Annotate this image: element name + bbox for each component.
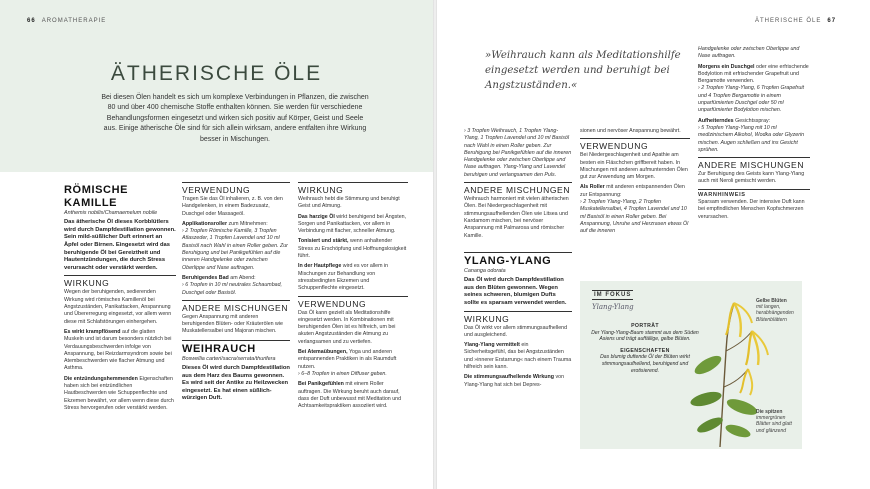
right-folio	[755, 18, 836, 24]
ylang-heading: YLANG-YLANG	[464, 252, 572, 268]
weihrauch-panik-label: Bei Panikgefühlen	[298, 381, 344, 388]
page-title: ÄTHERISCHE ÖLE	[110, 62, 323, 85]
section-label-right: ÄTHERISCHE ÖLE	[755, 18, 822, 24]
weihrauch-atem-recipe-text: 6–8 Tropfen in einen Diffuser geben.	[301, 370, 387, 377]
ylang-roller-paragraph	[580, 184, 690, 199]
weihrauch-panik-text: mit einem Roller auftragen. Die Wirkung beruht auch darauf, dass der Duft unbewusst mit Meditation und Achtsamkeitspraktiken assoziiert wird.	[298, 381, 402, 410]
kamille-bad-text: am Abend:	[230, 274, 256, 281]
kamille-verwendung-intro: Tragen Sie das Öl inhalieren, z. B. von den Handgelenken, in einem Badezusatz, Duschgel oder Massageöl.	[182, 196, 283, 217]
kamille-mischungen-heading: ANDERE MISCHUNGEN	[182, 300, 290, 314]
ylang-aufhell-paragraph	[464, 374, 572, 389]
ylang-mischungen-text: Zur Beruhigung des Geists kann Ylang-Ylang auch mit Neroli gemischt werden.	[698, 171, 805, 185]
ylang-extra-column	[698, 46, 810, 224]
callout-flowers-label: Gelbe Blüten	[756, 298, 787, 304]
weihrauch-tonisiert-paragraph	[298, 238, 408, 260]
properties-label: EIGENSCHAFTEN	[620, 347, 670, 354]
kamille-appl-recipe: › 2 Tropfen Römische Kamille, 3 Tropfen Atlaszeder, 1 Tropfen Lavendel und 10 ml Basisöl nach Wahl in einen Roller geben. Zur Beruhigung und bei Panikgefühlen auf die inneren Handgelenke oder zwischen Oberlippe und Nase auftragen.	[182, 228, 288, 271]
kamille-bad-recipe-text: 6 Tropfen in 10 ml neutrales Schaumbad, Duschgel oder Basisöl.	[182, 282, 283, 296]
left-page	[0, 0, 433, 489]
focus-body	[590, 323, 700, 379]
ylang-use-column	[580, 128, 690, 239]
weihrauch-haut-text: wird es vor allem in Mischungen zur Behandlung von stressbedingten Ekzemen und Schuppenflechte eingesetzt.	[298, 263, 389, 292]
kamille-bad-paragraph	[182, 275, 290, 282]
weihrauch-wirkung-intro: Weihrauch hebt die Stimmung und beruhigt Geist und Atmung.	[298, 196, 400, 210]
weihrauch-heading: WEIHRAUCH	[182, 340, 290, 356]
kamille-appl-paragraph	[182, 221, 290, 228]
kamille-appl-label: Applikationsroller	[182, 220, 228, 227]
weihrauch-rez-tail: sionen und nervöser Anspannung bewährt.	[580, 128, 681, 134]
weihrauch-mischungen-heading: ANDERE MISCHUNGEN	[464, 182, 572, 196]
focus-badge: IM FOKUS	[594, 292, 632, 298]
kamille-verwendung-heading: VERWENDUNG	[182, 182, 290, 196]
callout-leaves-text: immergrünen Blätter sind glatt und glänzend	[756, 415, 792, 434]
ylang-roller-text: mit anderen entspannenden Ölen zur Entspannung:	[580, 184, 685, 198]
ylang-lead: Das Öl wird durch Dampfdestillation aus den Blüten gewonnen. Wegen seines schweren, blumigen Dufts sollte es sparsam verwendet werden.	[464, 277, 567, 306]
ylang-verwendung-heading: VERWENDUNG	[580, 138, 690, 152]
weihrauch-wirkung-heading: WIRKUNG	[298, 182, 408, 196]
weihrauch-verwendung-intro: Das Öl kann gezielt als Meditationshilfe eingesetzt werden. In Kombinationen mit beruhigenden Ölen ist es hilfreich, um bei akuten Angstzuständen die Atmung zu verlangsamen und zu vertiefen.	[298, 309, 396, 345]
ylang-duft-recipe: › 5 Tropfen Ylang-Ylang mit 10 ml medizinischem Alkohol, Wodka oder Glyzerin mischen. Augen schließen und ins Gesicht sprühen.	[698, 124, 805, 153]
weihrauch-harzige-text: wirkt beruhigend bei Ängsten, Sorgen und Panikattacken, vor allem in Verbindung mit flacher, schneller Atmung.	[298, 213, 407, 235]
weihrauch-atem-recipe: › 6–8 Tropfen in einen Diffuser geben.	[298, 370, 387, 377]
ylang-aufhell-text: von Ylang-Ylang hat sich bei Depres-	[464, 374, 565, 388]
ylang-roller-recipe-text: 2 Tropfen Ylang-Ylang, 2 Tropfen Muskatellersalbei, 4 Tropfen Lavendel und 10 ml Basisöl in einen Roller geben. Bei Anspannung, Unruhe und Herzrasen etwas Öl auf die inneren	[580, 199, 689, 235]
kamille-entz-label: Die entzündungshemmenden	[64, 375, 138, 382]
weihrauch-rez: › 3 Tropfen Weihrauch, 1 Tropfen Ylang-Ylang, 1 Tropfen Lavendel und 10 ml Basisöl nach Wahl in einen Roller geben. Zur Beruhigung bei Panikgefühlen auf die inneren Handgelenke oder zwischen Oberlippe und Nase auftragen. Ylang-Ylang und Lavendel beruhigen und verlangsamen den Puls.	[464, 128, 572, 178]
callout-leaves	[756, 409, 800, 434]
warning-heading: WARNHINWEIS	[698, 189, 810, 199]
weihrauch-mischungen-text: Weihrauch harmoniert mit vielen ätherischen Ölen. Bei Niedergeschlagenheit mit stimmungsaufhellenden Ölen wie Litsea und Kardamom mischen, bei nervöser Anspannung mit Palmarosa und römischer Kamille.	[464, 196, 569, 239]
weihrauch-column	[298, 182, 408, 413]
page-number: 66	[27, 18, 36, 24]
kamille-entz-text: Eigenschaften haben sich bei entzündlichen Hautbeschwerden wie Schuppenflechte und Ekzemen bewährt, vor allem wenn diese durch Stress hervorgerufen oder verstärkt werden.	[64, 375, 174, 411]
ylang-wirkung-text: Das Öl wirkt vor allem stimmungsaufhellend und ausgleichend.	[464, 324, 568, 338]
section-label: AROMATHERAPIE	[41, 18, 107, 24]
weihrauch-recipe-column	[464, 128, 572, 392]
ylang-duft-paragraph	[698, 118, 810, 125]
ylang-morgens-text: oder eine erfrischende Bodylotion mit erfrischender Grapefruit und Bergamotte verwenden.	[698, 63, 809, 85]
kamille-appl-text: zum Mitnehmen:	[228, 220, 268, 227]
ylang-mischungen-heading: ANDERE MISCHUNGEN	[698, 157, 810, 171]
kamille-heading: RÖMISCHE KAMILLE	[64, 184, 129, 209]
ylang-roller-label: Als Roller	[580, 184, 605, 191]
kamille-lead: Das ätherische Öl dieses Korbblütlers wird durch Dampfdestillation gewonnen. Sein mild-süßlicher Duft erinnert an Äpfel oder Birnen. Eingesetzt wird das beruhigende Öl bei Gereiztheit und Hautentzündungen, die durch Stress verursacht oder verstärkt werden.	[64, 219, 176, 271]
portrait-text: Der Ylang-Ylang-Baum stammt aus dem Süden Asiens und trägt auffällige, gelbe Blüten.	[591, 329, 699, 343]
ylang-stimmung-paragraph	[464, 342, 572, 371]
ylang-duft-recipe-text: 5 Tropfen Ylang-Ylang mit 10 ml medizinischem Alkohol, Wodka oder Glyzerin mischen. Augen schließen und ins Gesicht sprühen.	[698, 124, 805, 153]
ylang-aufhell-label: Die stimmungsaufhellende Wirkung	[464, 374, 555, 381]
kamille-krampf-label: Es wirkt krampflösend	[64, 328, 121, 335]
kamille-wirkung-heading: WIRKUNG	[64, 275, 176, 289]
kamille-column	[64, 182, 176, 415]
weihrauch-atem-paragraph	[298, 349, 408, 371]
ylang-morgens-recipe-text: 2 Tropfen Ylang-Ylang, 6 Tropfen Grapefruit und 4 Tropfen Bergamotte in einem unparfümierten Duschgel oder 50 ml unparfümierter Bodylotion mischen.	[698, 85, 805, 114]
kamille-entz-paragraph	[64, 376, 176, 412]
kamille-wirkung-text: Wegen der beruhigenden, sedierenden Wirkung wird römisches Kamillenöl bei Angstzuständen, Panikattacken, Anspannung und Übererregung eingesetzt, vor allem wenn diese mit Schlafstörungen einhergehen.	[64, 289, 172, 325]
weihrauch-tonisiert-label: Tonisiert und stärkt,	[298, 238, 349, 245]
ylang-morgens-recipe: › 2 Tropfen Ylang-Ylang, 6 Tropfen Grapefruit und 4 Tropfen Bergamotte in einem unparfümierten Duschgel oder 50 ml unparfümierter Bodylotion mischen.	[698, 85, 805, 114]
portrait-label: PORTRÄT	[631, 323, 659, 329]
ylang-latin: Cananga odorata	[464, 267, 506, 274]
left-folio	[27, 18, 106, 24]
ylang-morgens-label: Morgens ein Duschgel	[698, 63, 755, 70]
focus-panel	[580, 281, 802, 449]
ylang-morgens-paragraph	[698, 64, 810, 86]
callout-leaves-label: Die spitzen	[756, 409, 783, 415]
ylang-duft-label: Aufheiterndes	[698, 117, 734, 124]
weihrauch-rez-text: 3 Tropfen Weihrauch, 1 Tropfen Ylang-Ylang, 1 Tropfen Lavendel und 10 ml Basisöl nach Wahl in einen Roller geben. Zur Beruhigung bei Panikgefühlen auf die inneren Handgelenke oder zwischen Oberlippe und Nase auftragen. Ylang-Ylang und Lavendel beruhigen und verlangsamen den Puls.	[464, 128, 572, 178]
intro-text: Bei diesen Ölen handelt es sich um komplexe Verbindungen in Pflanzen, die zwischen 80 und über 400 chemische Stoffe enthalten können. Sie werden für verschiedene Behandlungsformen eingesetzt und wirken sich positiv auf Körper, Geist und Seele aus. Einige ätherische Öle sind für sich allein wirksam, andere entfalten ihre Wirkung besser in Mischungen.	[101, 94, 369, 143]
ylang-stimmung-label: Ylang-Ylang vermittelt	[464, 342, 520, 349]
ylang-roller-recipe: › 2 Tropfen Ylang-Ylang, 2 Tropfen Muskatellersalbei, 4 Tropfen Lavendel und 10 ml Basisöl in einen Roller geben. Bei Anspannung, Unruhe und Herzrasen etwas Öl auf die inneren	[580, 199, 689, 235]
warning-text: Sparsam verwenden. Der intensive Duft kann bei empfindlichen Menschen Kopfschmerzen verursachen.	[698, 199, 805, 220]
weihrauch-haut-paragraph	[298, 263, 408, 292]
weihrauch-panik-paragraph	[298, 381, 408, 410]
kamille-use-column	[182, 182, 290, 406]
callout-flowers	[756, 298, 800, 323]
weihrauch-atem-label: Bei Atemaübungen,	[298, 349, 348, 356]
ylang-verwendung-intro: Bei Niedergeschlagenheit und Apathie am besten ein Fläschchen griffbereit haben. In Mischungen mit anderen aufmunternden Ölen gut zur Anwendung am Morgen.	[580, 152, 688, 181]
kamille-krampf-text: auf die glatten Muskeln und ist darum besonders nützlich bei Verdauungsbeschwerden infolge von Anspannung, bei Reizdarmsyndrom sowie bei Atembeschwerden wie flacher Atmung und Asthma.	[64, 328, 172, 372]
weihrauch-atem-text: Yoga und anderen entspannenden Praktiken in als Raumduft nutzen.	[298, 349, 397, 370]
focus-plant-name: Ylang-Ylang	[592, 303, 634, 311]
kamille-bad-recipe: › 6 Tropfen in 10 ml neutrales Schaumbad, Duschgel oder Basisöl.	[182, 282, 283, 296]
weihrauch-verwendung-heading: VERWENDUNG	[298, 296, 408, 310]
weihrauch-lead: Dieses Öl wird durch Dampfdestillation aus dem Harz des Baums gewonnen. Es wird seit der Antike zu Heilzwecken eingesetzt. Es hat einen süßlich-würzigen Duft.	[182, 365, 290, 402]
ylang-top-recipe: Handgelenke oder zwischen Oberlippe und Nase auftragen.	[698, 46, 800, 60]
weihrauch-harzige-label: Das harzige Öl	[298, 213, 335, 220]
page-number-right: 67	[827, 18, 837, 24]
kamille-krampf-paragraph	[64, 329, 176, 373]
ylang-wirkung-heading: WIRKUNG	[464, 311, 572, 325]
kamille-latin: Anthemis nobilis/Chamaemelum nobile	[64, 210, 158, 216]
pull-quote: »Weihrauch kann als Meditationshilfe eingesetzt werden und beruhigt bei Angstzuständen.«	[485, 50, 681, 91]
properties-text: Das blumig duftende Öl der Blüten wirkt stimmungsaufhellend, beruhigend und erotisierend.	[600, 354, 690, 374]
ylang-stimmung-text: ein Sicherheitsgefühl, das bei Angstzuständen und »innerer Erstarrung« nach einem Trauma hilfreich sein kann.	[464, 342, 572, 371]
kamille-mischungen-text: Gegen Anspannung mit anderen beruhigenden Blüten- oder Kräuterölen wie Muskatellersalbei und Majoran mischen.	[182, 313, 284, 335]
ylang-duft-text: Gesichtsspray:	[735, 117, 771, 124]
weihrauch-tonisiert-text: wenn anhaltender Stress zu Erschöpfung und Hoffnungslosigkeit führt.	[298, 238, 407, 260]
kamille-appl-recipe-text: 2 Tropfen Römische Kamille, 3 Tropfen Atlaszeder, 1 Tropfen Lavendel und 10 ml Basisöl nach Wahl in einen Roller geben. Zur Beruhigung und bei Panikgefühlen auf die inneren Handgelenke oder zwischen Oberlippe und Nase auftragen.	[182, 228, 288, 271]
hero-band	[0, 0, 433, 172]
callout-flowers-text: mit langen, herabhängenden Blütenblättern	[756, 304, 794, 323]
weihrauch-haut-label: In der Hautpflege	[298, 263, 342, 270]
weihrauch-latin: Boswellia carteri/sacra/serrata/thurifera	[182, 355, 276, 362]
weihrauch-harzige-paragraph	[298, 214, 408, 236]
kamille-bad-label: Beruhigendes Bad	[182, 274, 229, 281]
